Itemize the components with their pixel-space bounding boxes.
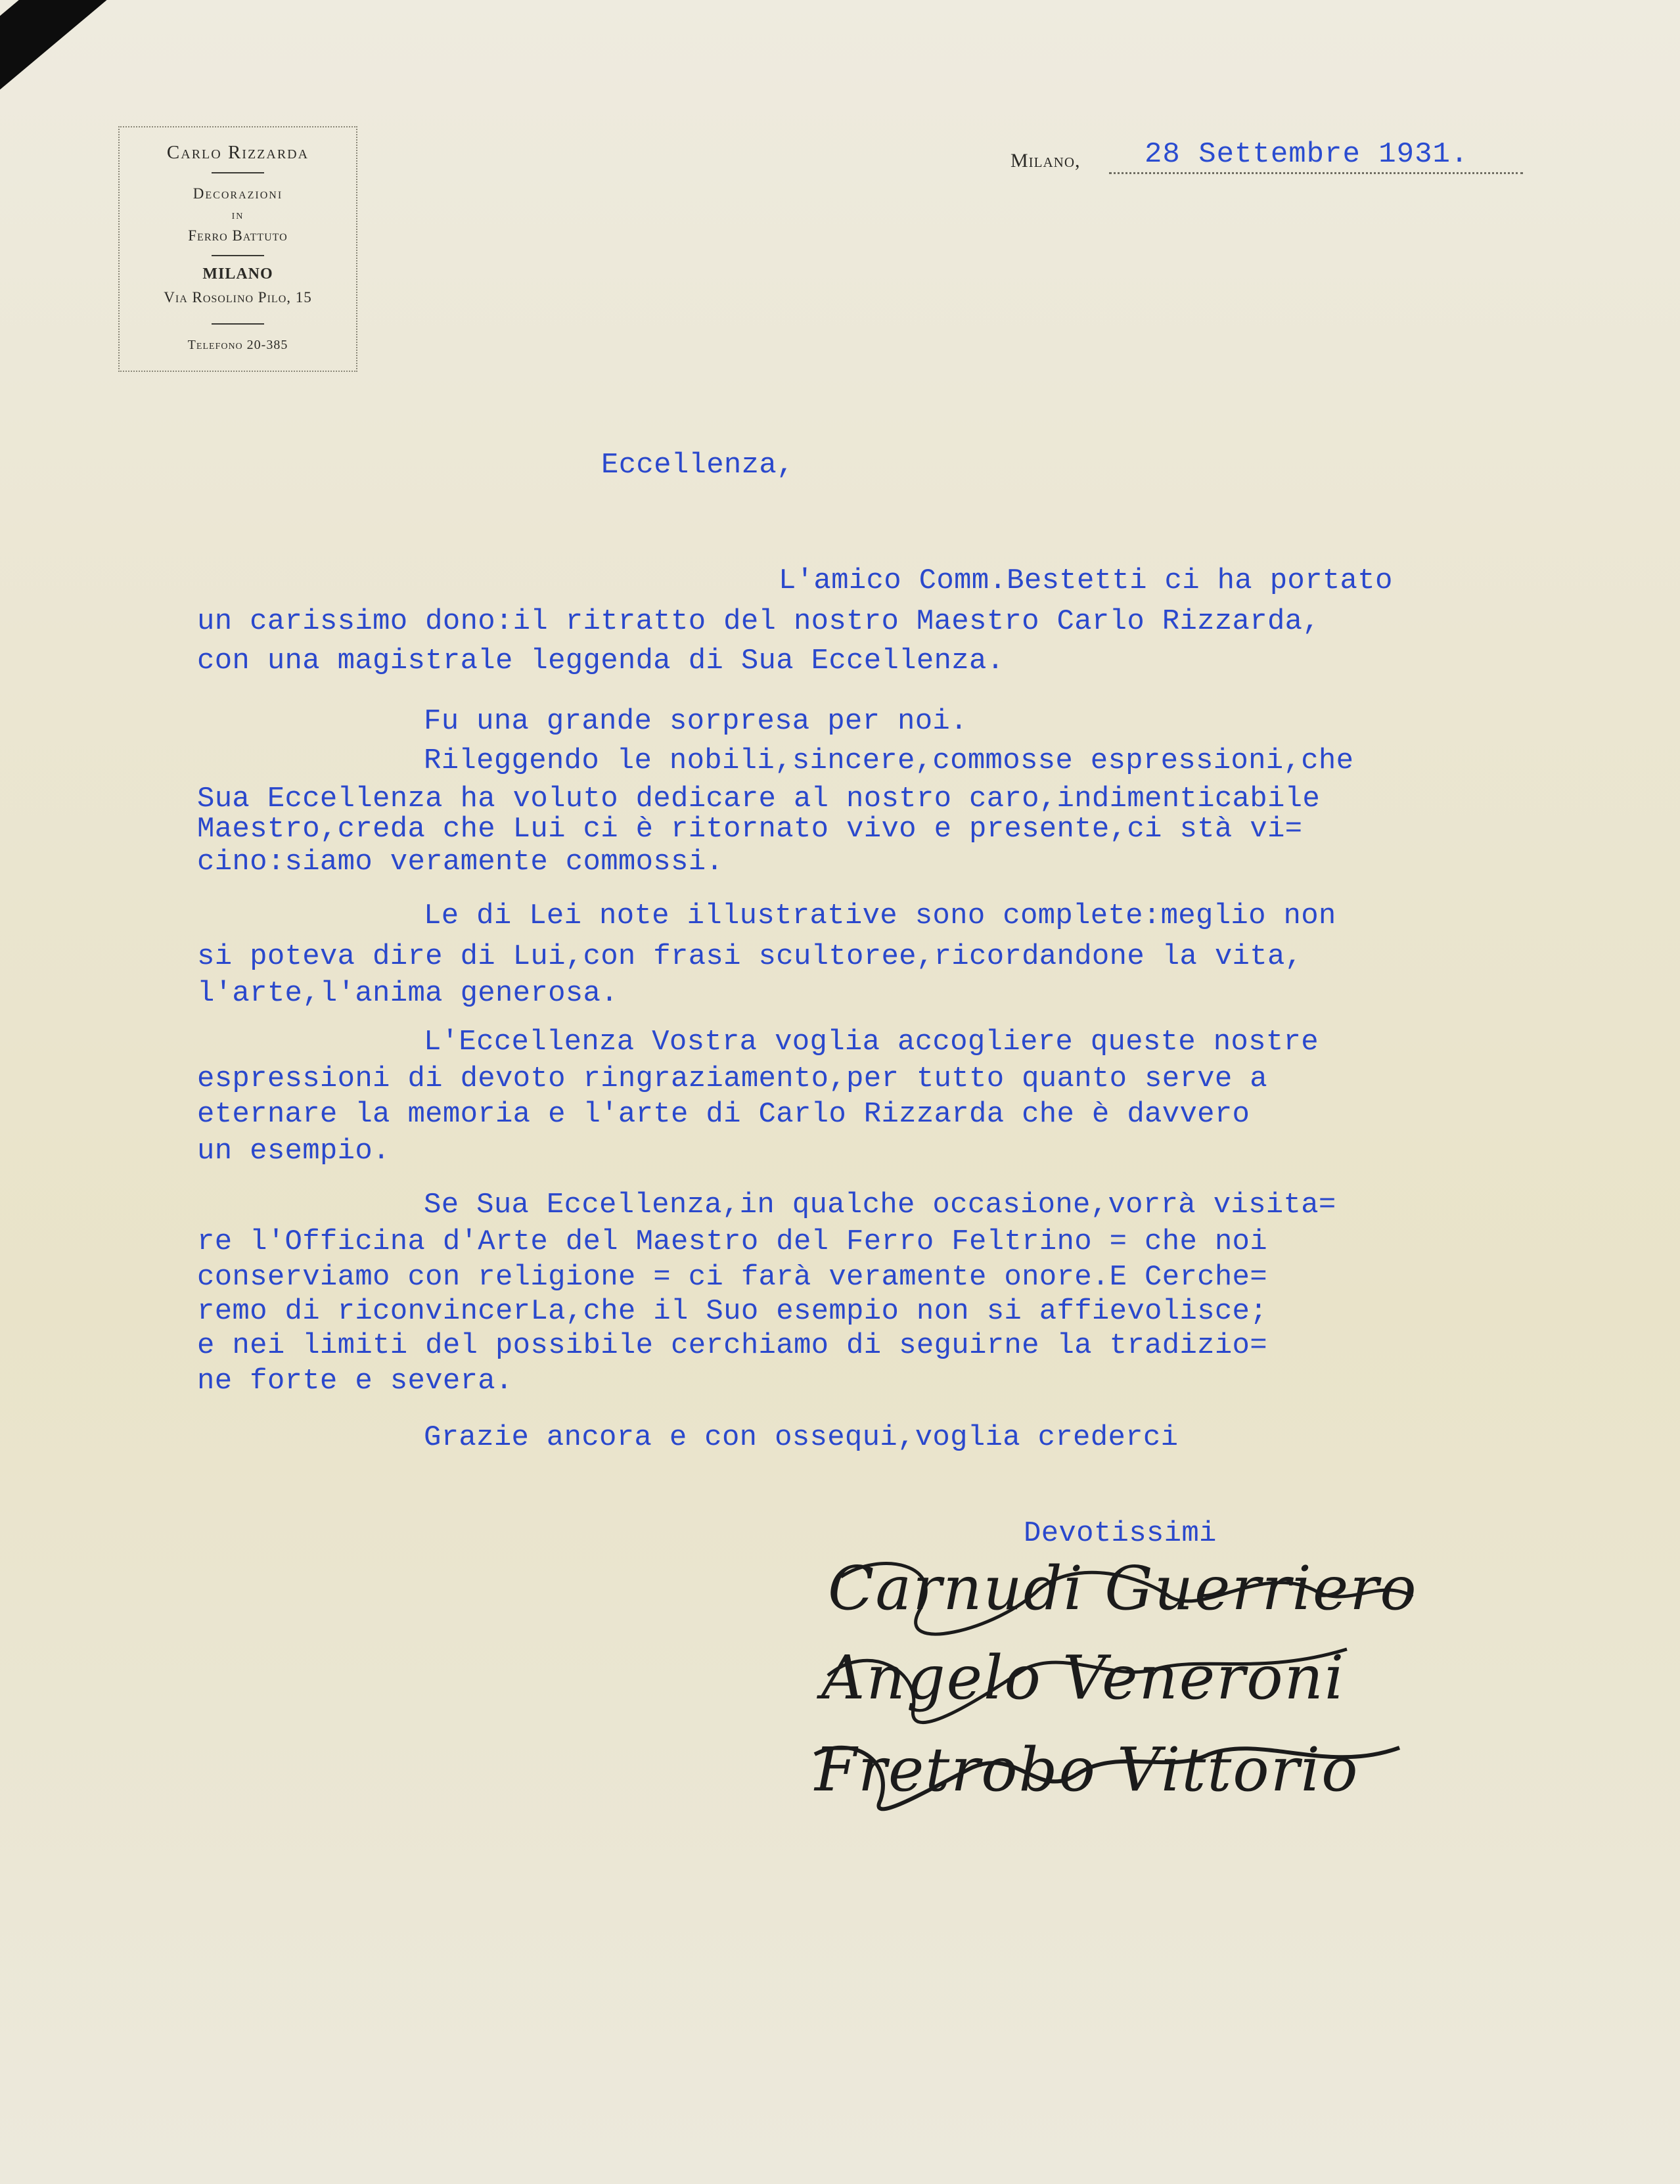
- signature-1: Carnudi Guerriero: [828, 1553, 1418, 1624]
- letterhead-line2: in: [231, 208, 244, 222]
- text-line: Sua Eccellenza ha voluto dedicare al nostro caro,indimenticabile: [197, 783, 1321, 815]
- text-line: Se Sua Eccellenza,in qualche occasione,vorrà visita=: [424, 1189, 1336, 1221]
- text-line: L'amico Comm.Bestetti ci ha portato: [779, 564, 1393, 597]
- text-line: cino:siamo veramente commossi.: [197, 846, 724, 878]
- letterhead-address: Via Rosolino Pilo, 15: [164, 289, 312, 306]
- text-line: si poteva dire di Lui,con frasi scultoree,ricordandone la vita,: [197, 940, 1303, 973]
- text-line: un carissimo dono:il ritratto del nostro Maestro Carlo Rizzarda,: [197, 605, 1321, 638]
- mourning-band: [0, 0, 350, 142]
- date-dotted-line: [1109, 172, 1523, 174]
- letterhead-rule: [212, 323, 264, 325]
- date-value: 28 Settembre 1931.: [1145, 138, 1469, 171]
- text-line: Rileggendo le nobili,sincere,commosse espressioni,che: [424, 744, 1354, 777]
- signoff: Devotissimi: [1024, 1517, 1217, 1550]
- text-line: espressioni di devoto ringraziamento,per tutto quanto serve a: [197, 1062, 1267, 1095]
- text-line: L'Eccellenza Vostra voglia accogliere queste nostre: [424, 1026, 1319, 1058]
- text-line: re l'Officina d'Arte del Maestro del Ferro Feltrino = che noi: [197, 1225, 1267, 1258]
- text-line: eternare la memoria e l'arte di Carlo Rizzarda che è davvero: [197, 1098, 1250, 1131]
- letterhead-city: MILANO: [202, 265, 273, 283]
- date-place: Milano,: [1010, 150, 1081, 171]
- text-line: Fu una grande sorpresa per noi.: [424, 705, 968, 738]
- letterhead-line1: Decorazioni: [193, 185, 283, 202]
- letterhead: [118, 126, 357, 372]
- text-line: e nei limiti del possibile cerchiamo di seguirne la tradizio=: [197, 1329, 1267, 1362]
- letterhead-rule: [212, 172, 264, 173]
- text-line: remo di riconvincerLa,che il Suo esempio non si affievolisce;: [197, 1295, 1267, 1328]
- closing-line: Grazie ancora e con ossequi,voglia crederci: [424, 1421, 1179, 1454]
- text-line: l'arte,l'anima generosa.: [197, 977, 618, 1010]
- letterhead-rule: [212, 255, 264, 256]
- text-line: ne forte e severa.: [197, 1365, 513, 1398]
- text-line: un esempio.: [197, 1135, 390, 1168]
- letterhead-line3: Ferro Battuto: [188, 227, 288, 244]
- letterhead-name: Carlo Rizzarda: [166, 142, 309, 163]
- text-line: conserviamo con religione = ci farà veramente onore.E Cerche=: [197, 1261, 1267, 1294]
- signatures: [802, 1537, 1419, 1840]
- salutation: Eccellenza,: [601, 449, 794, 482]
- signature-3: Fretrobo Vittorio: [815, 1735, 1359, 1805]
- text-line: con una magistrale leggenda di Sua Eccellenza.: [197, 645, 1005, 677]
- signature-2: Angelo Veneroni: [821, 1643, 1346, 1713]
- letterhead-phone: Telefono 20-385: [187, 338, 288, 352]
- text-line: Le di Lei note illustrative sono complete:meglio non: [424, 899, 1336, 932]
- text-line: Maestro,creda che Lui ci è ritornato vivo e presente,ci stà vi=: [197, 813, 1303, 846]
